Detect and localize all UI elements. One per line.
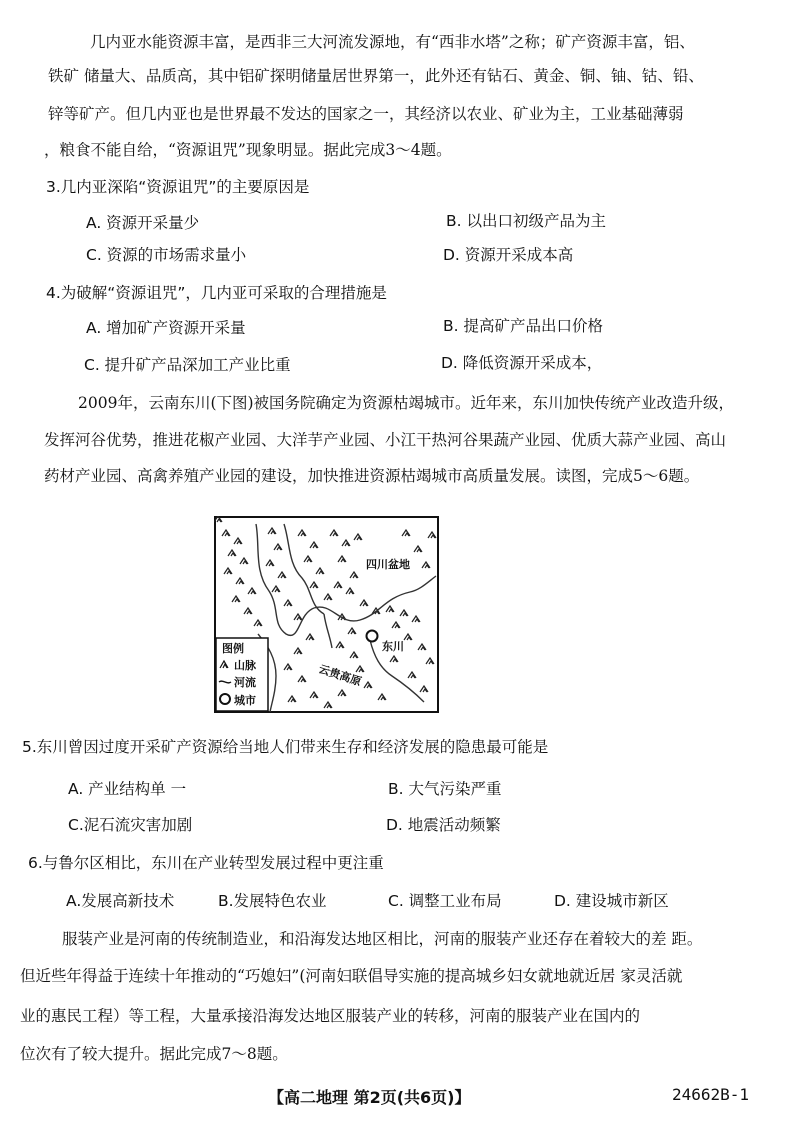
page-footer-code: 24662B-1 [672,1085,750,1104]
q6-option-d: D. 建设城市新区 [554,892,669,910]
dongchuan-map [214,516,439,713]
passage1-line3: 锌等矿产。但几内亚也是世界最不发达的国家之一，其经济以农业、矿业为主，工业基础薄弱 [48,105,684,123]
basin-label: 四川盆地 [366,558,410,571]
q5-option-a: A. 产业结构单 一 [68,780,187,798]
q6-option-a: A.发展高新技术 [66,892,175,910]
q6-option-c: C. 调整工业布局 [388,892,502,910]
city-label: 东川 [382,640,404,653]
legend-mountain: 山脉 [234,659,256,672]
q4-option-b: B. 提高矿产品出口价格 [443,317,603,335]
passage3-line2: 但近些年得益于连续十年推动的“巧媳妇”(河南妇联倡导实施的提高城乡妇女就地就近居 家灵活就 [20,967,683,985]
legend-title: 图例 [222,642,244,655]
q6-stem: 6.与鲁尔区相比，东川在产业转型发展过程中更注重 [28,854,384,872]
passage1-line1: 几内亚水能资源丰富，是西非三大河流发源地，有“西非水塔”之称；矿产资源丰富，铝、 [90,33,695,51]
q4-option-d: D. 降低资源开采成本， [441,354,603,372]
q5-option-d: D. 地震活动频繁 [386,816,501,834]
q4-option-c: C. 提升矿产品深加工产业比重 [84,356,291,374]
city-marker-icon [367,631,378,642]
page-footer-title: 【高二地理 第2页(共6页)】 [268,1088,471,1107]
q3-option-d: D. 资源开采成本高 [443,246,574,264]
q5-option-b: B. 大气污染严重 [388,780,502,798]
passage3-line3: 业的惠民工程）等工程，大量承接沿海发达地区服装产业的转移，河南的服装产业在国内的 [20,1007,641,1025]
passage2-line3: 药材产业园、高禽养殖产业园的建设，加快推进资源枯竭城市高质量发展。读图，完成5～6题。 [44,467,700,485]
q3-option-c: C. 资源的市场需求量小 [86,246,247,264]
q3-option-b: B. 以出口初级产品为主 [446,212,606,230]
q3-option-a: A. 资源开采量少 [86,214,200,232]
passage2-line1: 2009年，云南东川(下图)被国务院确定为资源枯竭城市。近年来，东川加快传统产业改造升级， [78,394,735,412]
q6-option-b: B.发展特色农业 [218,892,327,910]
map-legend [216,638,268,711]
city-legend-icon [220,694,230,704]
q4-option-a: A. 增加矿产资源开采量 [86,319,246,337]
passage3-line1: 服装产业是河南的传统制造业，和沿海发达地区相比，河南的服装产业还存在着较大的差 距。 [62,930,703,948]
passage1-line2: 铁矿 储量大、品质高，其中铝矿探明储量居世界第一，此外还有钻石、黄金、铜、铀、钴、铅、 [48,67,704,85]
q5-stem: 5.东川曾因过度开采矿产资源给当地人们带来生存和经济发展的隐患最可能是 [22,738,549,756]
plateau-label: 云贵高原 [317,662,363,689]
legend-river: 河流 [234,676,256,689]
q3-stem: 3.几内亚深陷“资源诅咒”的主要原因是 [46,178,310,196]
passage1-line4: ，粮食不能自给，“资源诅咒”现象明显。据此完成3～4题。 [44,141,452,159]
legend-city: 城市 [234,694,256,707]
passage2-line2: 发挥河谷优势，推进花椒产业园、大洋芋产业园、小江干热河谷果蔬产业园、优质大蒜产业园、高山 [44,431,727,449]
q5-option-c: C.泥石流灾害加剧 [68,816,193,834]
q4-stem: 4.为破解“资源诅咒”，几内亚可采取的合理措施是 [46,284,387,302]
passage3-line4: 位次有了较大提升。据此完成7～8题。 [20,1045,288,1063]
map-figure-svg [214,516,439,713]
